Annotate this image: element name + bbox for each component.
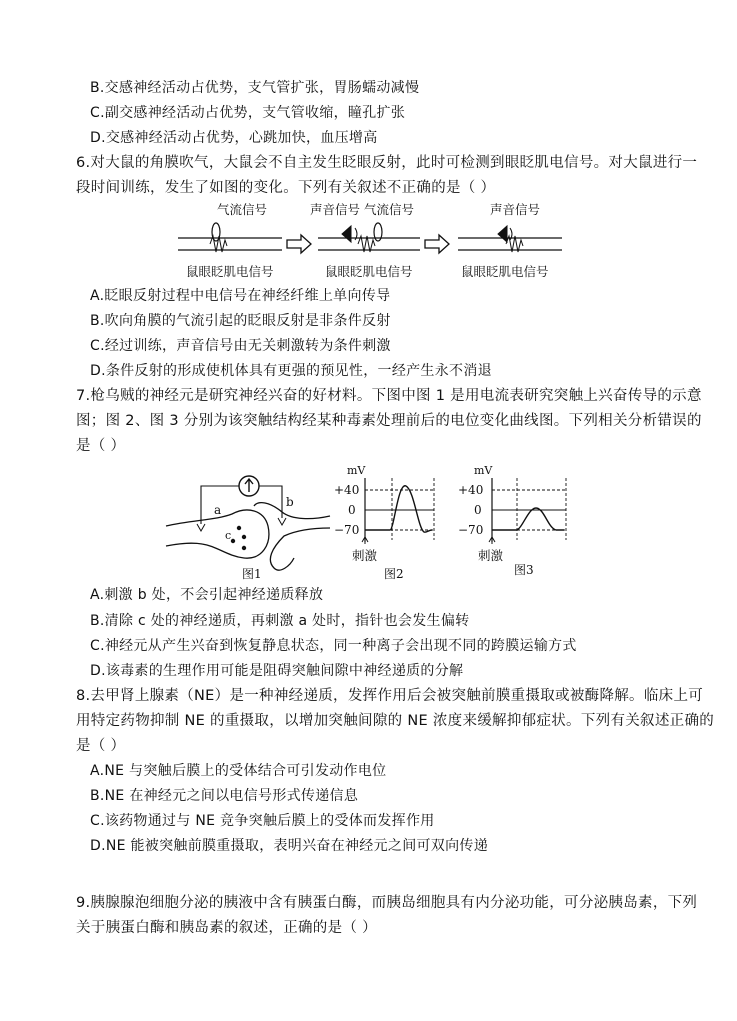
q6-stem-line1: 6.对大鼠的角膜吹气，大鼠会不自主发生眨眼反射，此时可检测到眼眨肌电信号。对大鼠进行一	[76, 155, 698, 171]
q9-stem-line1: 9.胰腺腺泡细胞分泌的胰液中含有胰蛋白酶，而胰岛细胞具有内分泌功能，可分泌胰岛素，下列	[76, 895, 698, 911]
meter-needle-icon	[245, 479, 253, 492]
fig3-tick-top: +40	[458, 483, 484, 497]
speaker-icon	[342, 226, 351, 242]
speaker-icon	[498, 226, 507, 242]
fig2-tick-bottom: −70	[334, 523, 360, 537]
q7-fig1-synapse	[166, 476, 330, 581]
q6-panel2-top-label: 声音信号 气流信号	[310, 202, 414, 217]
q7-fig3-potential-chart	[458, 464, 566, 577]
synaptic-vesicle-icon	[237, 526, 241, 530]
fig2-tick-mid: 0	[348, 503, 356, 517]
q7-fig2-potential-chart	[334, 464, 434, 581]
q6-panel1-top-label: 气流信号	[217, 202, 268, 217]
fig3-unit: mV	[474, 464, 493, 477]
hollow-arrow-icon	[287, 235, 311, 253]
synaptic-vesicle-icon	[231, 539, 235, 543]
q7-option-d: D.该毒素的生理作用可能是阻碍突触间隙中神经递质的分解	[90, 663, 464, 679]
q9-stem-line2: 关于胰蛋白酶和胰岛素的叙述，正确的是（ ）	[76, 920, 377, 936]
q5-option-c: C.副交感神经活动占优势，支气管收缩，瞳孔扩张	[90, 105, 406, 121]
q6-option-b: B.吹向角膜的气流引起的眨眼反射是非条件反射	[90, 313, 391, 329]
stimulus-arrow-icon	[489, 537, 495, 544]
synaptic-vesicle-icon	[242, 535, 246, 539]
q8-option-a: A.NE 与突触后膜上的受体结合可引发动作电位	[90, 763, 387, 779]
q6-panel1-bottom-label: 鼠眼眨肌电信号	[186, 264, 274, 279]
q7-stem-line3: 是（ ）	[76, 438, 126, 454]
fig3-potential-curve	[492, 508, 564, 530]
presynaptic-terminal	[166, 510, 269, 558]
fig2-tick-top: +40	[334, 483, 360, 497]
q5-option-b: B.交感神经活动占优势，支气管扩张，胃肠蠕动减慢	[90, 80, 420, 96]
fig2-action-potential-curve	[365, 486, 432, 532]
synaptic-vesicle-icon	[242, 546, 246, 550]
q7-stem-line1: 7.枪乌贼的神经元是研究神经兴奋的好材料。下图中图 1 是用电流表研究突触上兴奋传导的示意	[76, 388, 702, 404]
q7-option-c: C.神经元从产生兴奋到恢复静息状态，同一种离子会出现不同的跨膜运输方式	[90, 638, 577, 654]
q8-stem-line1: 8.去甲肾上腺素（NE）是一种神经递质，发挥作用后会被突触前膜重摄取或被酶降解。临床上可	[76, 688, 704, 704]
q6-panel-2	[310, 202, 420, 279]
q6-panel-1	[178, 202, 282, 279]
q6-figure	[170, 198, 570, 282]
q8-stem-line3: 是（ ）	[76, 738, 126, 754]
fig2-label: 图2	[384, 567, 404, 581]
q7-option-b: B.清除 c 处的神经递质，再刺激 a 处时，指针也会发生偏转	[90, 613, 470, 629]
q8-option-d: D.NE 能被突触前膜重摄取，表明兴奋在神经元之间可双向传递	[90, 838, 488, 854]
q5-option-d: D.交感神经活动占优势，心跳加快，血压增高	[90, 130, 378, 146]
q6-panel2-bottom-label: 鼠眼眨肌电信号	[325, 264, 413, 279]
fig3-label: 图3	[514, 563, 534, 577]
q6-option-a: A.眨眼反射过程中电信号在神经纤维上单向传导	[90, 288, 391, 304]
q6-panel3-bottom-label: 鼠眼眨肌电信号	[461, 264, 549, 279]
q7-stem-line2: 图；图 2、图 3 分别为该突触结构经某种毒素处理前后的电位变化曲线图。下列相关分析错误的	[76, 413, 702, 429]
q6-option-d: D.条件反射的形成使机体具有更强的预见性，一经产生永不消退	[90, 363, 492, 379]
q6-panel3-top-label: 声音信号	[490, 202, 541, 217]
q7-figure	[162, 462, 582, 584]
q8-stem-line2: 用特定药物抑制 NE 的重摄取，以增加突触间隙的 NE 浓度来缓解抑郁症状。下列有关叙述正确的	[76, 713, 715, 729]
q6-option-c: C.经过训练，声音信号由无关刺激转为条件刺激	[90, 338, 391, 354]
fig3-tick-mid: 0	[474, 503, 482, 517]
q8-option-c: C.该药物通过与 NE 竞争突触后膜上的受体而发挥作用	[90, 813, 435, 829]
label-b: b	[286, 495, 294, 509]
fig2-unit: mV	[347, 464, 366, 477]
q8-option-b: B.NE 在神经元之间以电信号形式传递信息	[90, 788, 359, 804]
fig2-stimulus-label: 刺激	[352, 548, 378, 563]
stimulus-arrow-icon	[362, 537, 368, 544]
q6-panel-3	[458, 202, 562, 279]
q7-option-a: A.刺激 b 处，不会引起神经递质释放	[90, 587, 324, 603]
fig3-stimulus-label: 刺激	[478, 548, 504, 563]
postsynaptic-neuron	[254, 503, 330, 570]
label-c: c	[225, 529, 232, 542]
fig1-label: 图1	[242, 567, 262, 581]
fig3-tick-bottom: −70	[458, 523, 484, 537]
hollow-arrow-icon	[425, 235, 449, 253]
label-a: a	[214, 503, 222, 517]
q6-stem-line2: 段时间训练，发生了如图的变化。下列有关叙述不正确的是（ ）	[76, 180, 496, 196]
